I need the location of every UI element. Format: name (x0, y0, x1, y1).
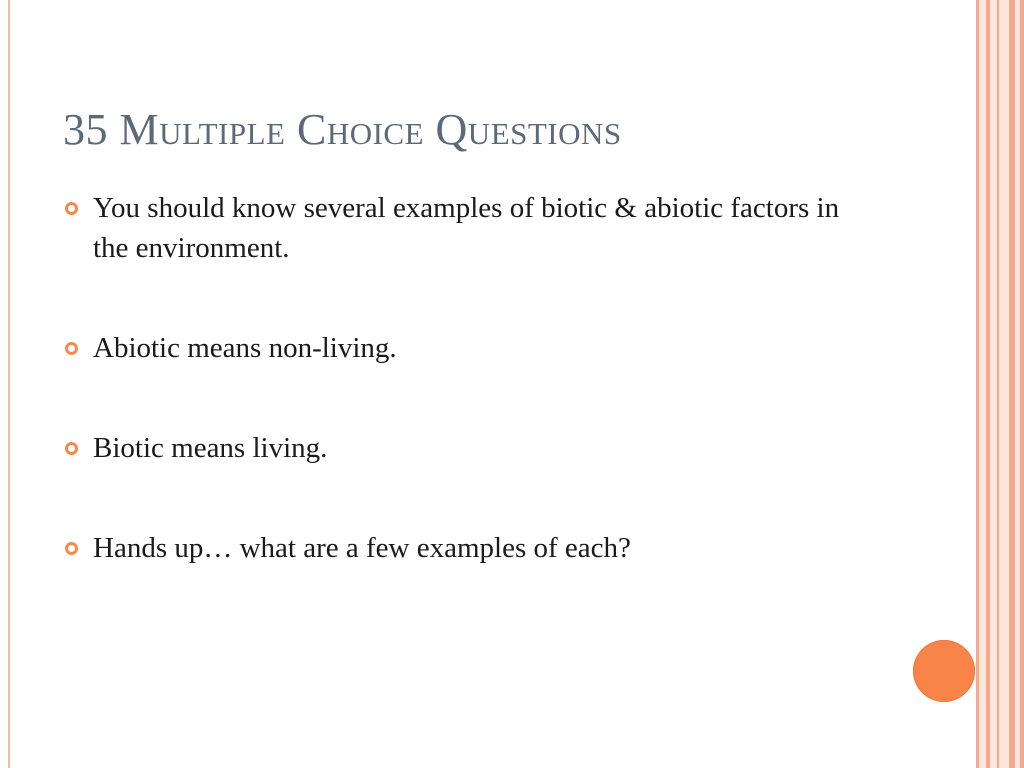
bullet-item (63, 188, 863, 268)
bullet-text: You should know several examples of biotic & abiotic factors in the environment. (93, 192, 840, 264)
right-stripe (986, 0, 990, 768)
right-stripe (997, 0, 999, 768)
ring-bullet-icon (65, 342, 78, 355)
bullet-text: Abiotic means non-living. (93, 332, 397, 364)
bullet-item (63, 528, 863, 568)
ring-bullet-icon (65, 202, 78, 215)
slide-title: 35 Multiple Choice Questions (63, 105, 622, 154)
bullet-item (63, 328, 863, 368)
right-stripe (1020, 0, 1024, 768)
bullet-text: Hands up… what are a few examples of each? (93, 532, 631, 564)
right-stripe (1009, 0, 1015, 768)
orange-circle-decoration-icon (913, 640, 975, 702)
bullet-text: Biotic means living. (93, 432, 328, 464)
right-stripe (976, 0, 979, 768)
ring-bullet-icon (65, 542, 78, 555)
bullet-list (63, 188, 863, 568)
bullet-item (63, 428, 863, 468)
left-border-line (8, 0, 10, 768)
right-stripe-band (976, 0, 1024, 768)
ring-bullet-icon (65, 442, 78, 455)
